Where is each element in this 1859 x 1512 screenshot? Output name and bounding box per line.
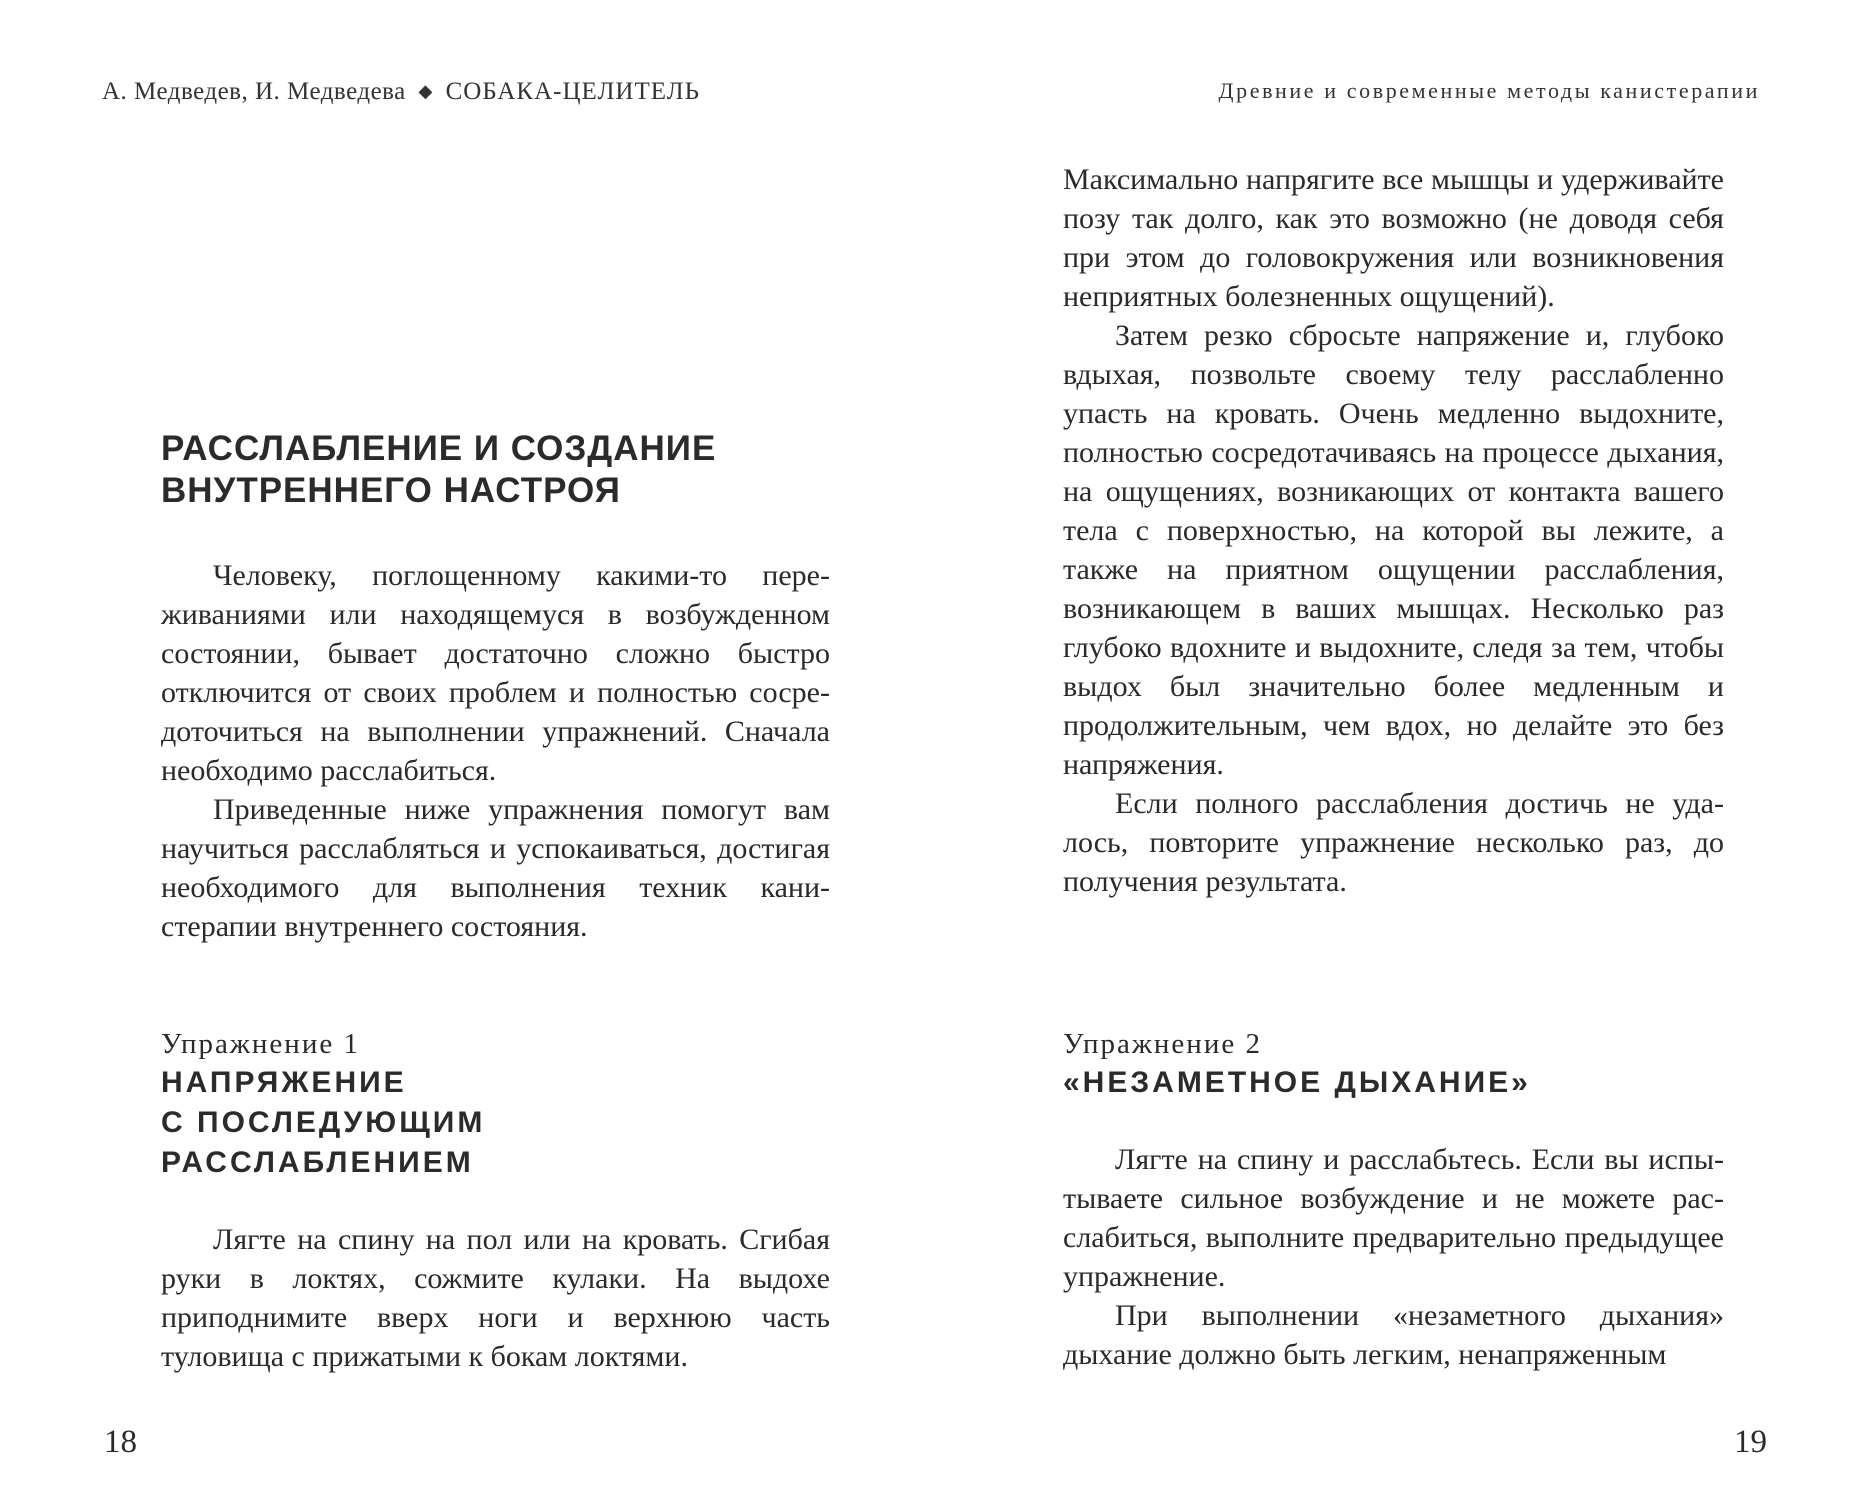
running-head-book-title: СОБАКА-ЦЕЛИТЕЛЬ: [445, 78, 700, 105]
exercise-title-line2: С ПОСЛЕДУЮЩИМ: [161, 1106, 486, 1139]
section-title: [161, 428, 716, 512]
exercise-title: «НЕЗАМЕТНОЕ ДЫХАНИЕ»: [1063, 1066, 1531, 1099]
exercise-title: [161, 1063, 830, 1183]
section-title-line1: РАССЛАБЛЕНИЕ И СОЗДАНИЕ: [161, 429, 717, 468]
running-head-separator: ◆: [418, 81, 433, 101]
intro-text: [161, 556, 830, 946]
exercise-label: Упражнение 1: [161, 1028, 360, 1060]
paragraph: Если полного расслабления достичь не удалось, повторите упражнение несколько раз, до получения результата.: [1063, 787, 1724, 898]
paragraph: Максимально напрягите все мышцы и удерживайте позу так долго, как это возможно (не доводя себя при этом до головокружения или возникновения неприятных болезненных ощущений).: [1063, 163, 1724, 313]
exercise-title-line3: РАССЛАБЛЕНИЕМ: [161, 1146, 474, 1179]
exercise-title-line1: НАПРЯЖЕНИЕ: [161, 1066, 407, 1099]
paragraph: Затем резко сбросьте напряжение и, глубоко вдыхая, позвольте своему телу расслабленно упасть на кровать. Очень медленно выдохните, полностью сосредотачиваясь на процессе дыхания, на ощущениях, возникающих от контакта вашего тела с поверхностью, на которой вы лежите, а также на приятном ощущении расслабления, возникающем в ваших мышцах. Несколько раз глубоко вдохните и выдохните, следя за тем, чтобы выдох был значительно более медленным и продолжительным, чем вдох, но делайте это без напряжения.: [1063, 319, 1724, 781]
running-head-authors: А. Медведев, И. Медведева: [102, 78, 406, 105]
paragraph: Человеку, поглощенному какими-то переживаниями или находящемуся в возбужденном состоянии, бывает достаточно сложно быстро отключится от своих проблем и полностью сосредоточиться на выполнении упражнений. Сначала необходимо расслабиться.: [161, 559, 830, 787]
running-head-right: Древние и современные методы канистерапии: [1218, 78, 1760, 103]
right-page: [930, 0, 1859, 1512]
paragraph: Лягте на спину на пол или на кровать. Сгибая руки в локтях, сожмите кулаки. На выдохе приподнимите вверх ноги и верхнюю часть туловища с прижатыми к бокам локтями.: [161, 1223, 830, 1373]
running-head-left: [102, 78, 700, 106]
continued-text: [1063, 160, 1724, 901]
page-number: 18: [104, 1424, 137, 1460]
left-page: [0, 0, 929, 1512]
paragraph: Лягте на спину и расслабьтесь. Если вы испытываете сильное возбуждение и не можете расслабиться, выполните предварительно предыдущее упражнение.: [1063, 1143, 1724, 1293]
exercise-1-heading: [161, 1025, 830, 1183]
exercise-label: Упражнение 2: [1063, 1028, 1262, 1060]
exercise-2-heading: [1063, 1025, 1724, 1103]
page-number: 19: [1734, 1424, 1767, 1460]
paragraph: Приведенные ниже упражнения помогут вам научиться расслабляться и успокаиваться, достигая необходимого для выполнения техник канистерапии внутреннего состояния.: [161, 793, 830, 943]
exercise-2-text: [1063, 1140, 1724, 1374]
exercise-1-text: [161, 1220, 830, 1376]
paragraph: При выполнении «незаметного дыхания» дыхание должно быть легким, ненапряженным: [1063, 1299, 1724, 1371]
section-title-line2: ВНУТРЕННЕГО НАСТРОЯ: [161, 471, 621, 510]
